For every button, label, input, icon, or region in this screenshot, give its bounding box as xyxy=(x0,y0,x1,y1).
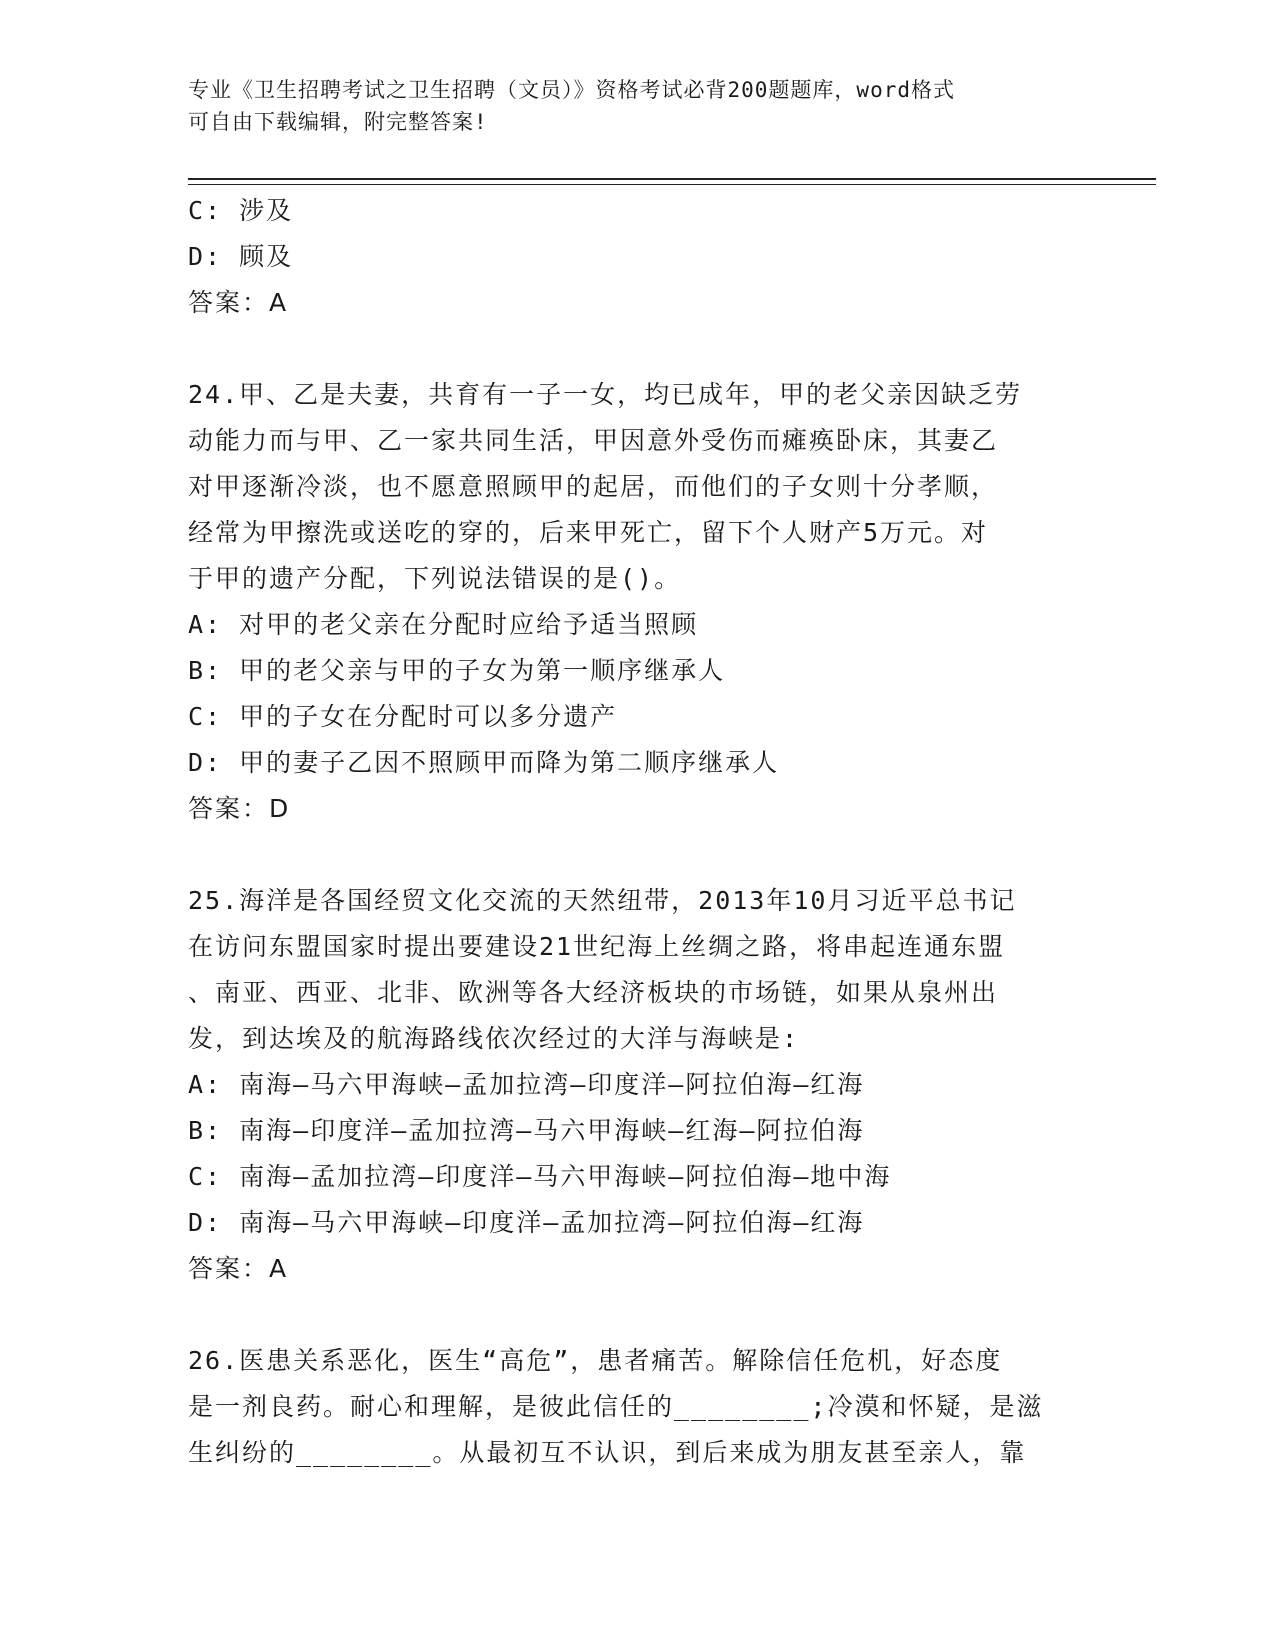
question-stem-line: 26.医患关系恶化，医生“高危”，患者痛苦。解除信任危机，好态度 xyxy=(188,1346,1003,1375)
question-stem-line: 生纠纷的________。从最初互不认识，到后来成为朋友甚至亲人，靠 xyxy=(188,1438,1027,1467)
answer-line: 答案：A xyxy=(188,288,289,317)
question-stem-line: 在访问东盟国家时提出要建设21世纪海上丝绸之路，将串起连通东盟 xyxy=(188,932,1006,961)
header-rule xyxy=(188,178,1156,180)
document-header xyxy=(188,74,1088,138)
question-24 xyxy=(188,372,1088,832)
option-d: D: 甲的妻子乙因不照顾甲而降为第二顺序继承人 xyxy=(188,748,780,777)
option-d: D: 顾及 xyxy=(188,242,294,271)
question-stem-line: 经常为甲擦洗或送吃的穿的，后来甲死亡，留下个人财产5万元。对 xyxy=(188,518,989,547)
question-stem-line: 对甲逐渐冷淡，也不愿意照顾甲的起居，而他们的子女则十分孝顺， xyxy=(188,472,999,501)
question-25 xyxy=(188,878,1088,1292)
option-c: C: 甲的子女在分配时可以多分遗产 xyxy=(188,702,618,731)
question-stem-line: 于甲的遗产分配，下列说法错误的是()。 xyxy=(188,564,682,593)
question-26 xyxy=(188,1338,1088,1476)
header-rule-thin xyxy=(188,184,1156,185)
option-c: C: 涉及 xyxy=(188,196,294,225)
option-b: B: 甲的老父亲与甲的子女为第一顺序继承人 xyxy=(188,656,726,685)
option-c: C: 南海—孟加拉湾—印度洋—马六甲海峡—阿拉伯海—地中海 xyxy=(188,1162,892,1191)
question-content xyxy=(188,188,1088,1476)
option-a: A: 南海—马六甲海峡—孟加拉湾—印度洋—阿拉伯海—红海 xyxy=(188,1070,865,1099)
option-a: A: 对甲的老父亲在分配时应给予适当照顾 xyxy=(188,610,699,639)
question-stem-line: 25.海洋是各国经贸文化交流的天然纽带，2013年10月习近平总书记 xyxy=(188,886,1017,915)
previous-question-tail xyxy=(188,188,1088,326)
question-stem-line: 24.甲、乙是夫妻，共育有一子一女，均已成年，甲的老父亲因缺乏劳 xyxy=(188,380,1023,409)
option-d: D: 南海—马六甲海峡—印度洋—孟加拉湾—阿拉伯海—红海 xyxy=(188,1208,865,1237)
question-stem-line: 动能力而与甲、乙一家共同生活，甲因意外受伤而瘫痪卧床，其妻乙 xyxy=(188,426,999,455)
question-stem-line: 是一剂良药。耐心和理解，是彼此信任的________;冷漠和怀疑，是滋 xyxy=(188,1392,1044,1421)
header-title-line-1: 专业《卫生招聘考试之卫生招聘（文员）》资格考试必背200题题库，word格式 xyxy=(188,78,955,102)
option-b: B: 南海—印度洋—孟加拉湾—马六甲海峡—红海—阿拉伯海 xyxy=(188,1116,865,1145)
header-title-line-2: 可自由下载编辑，附完整答案! xyxy=(188,110,488,134)
question-stem-line: 、南亚、西亚、北非、欧洲等各大经济板块的市场链，如果从泉州出 xyxy=(188,978,999,1007)
answer-line: 答案：D xyxy=(188,794,291,823)
question-stem-line: 发，到达埃及的航海路线依次经过的大洋与海峡是: xyxy=(188,1024,800,1053)
answer-line: 答案：A xyxy=(188,1254,289,1283)
